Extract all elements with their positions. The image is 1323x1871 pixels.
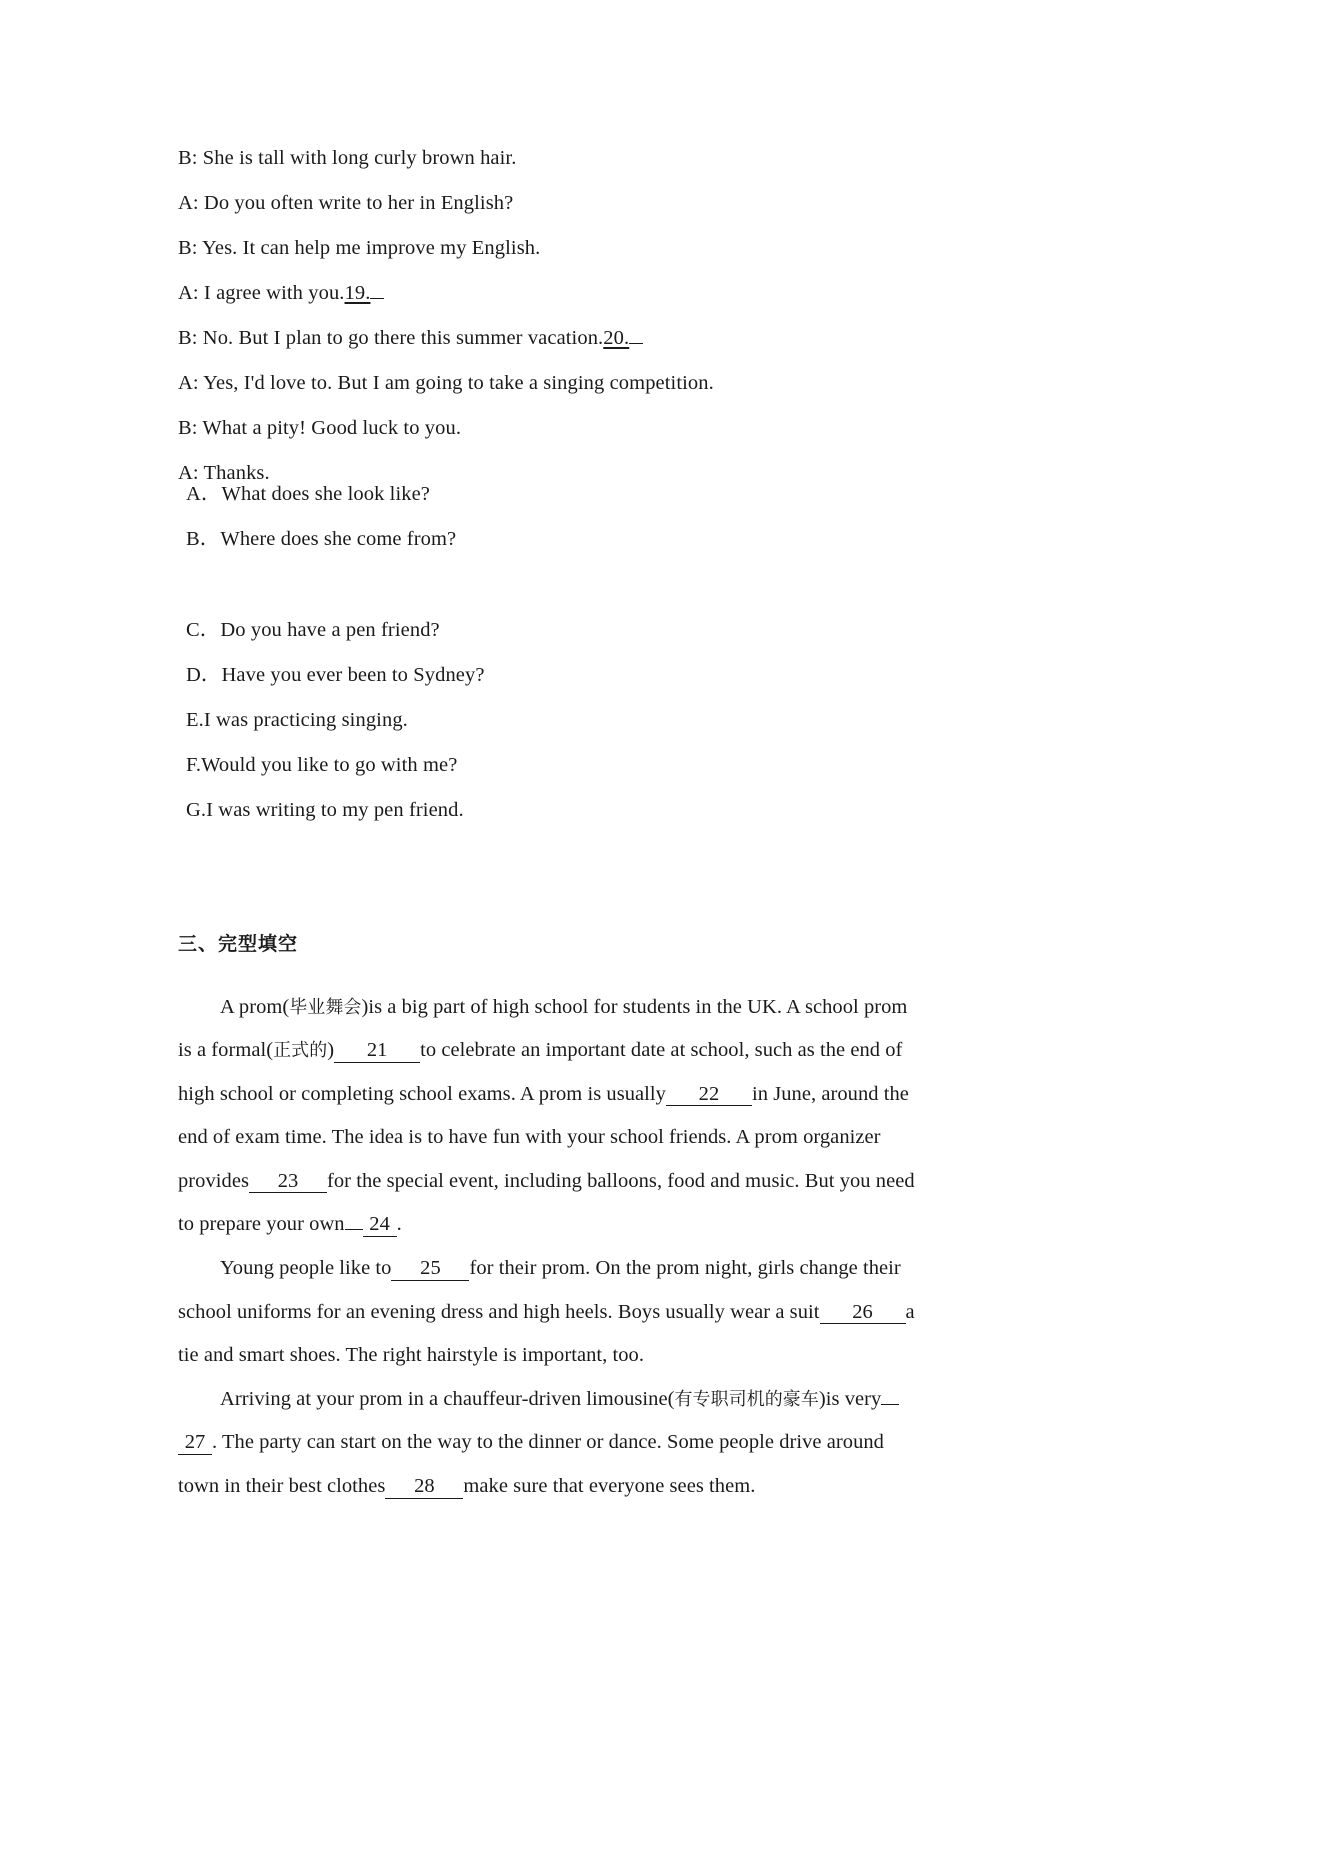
dialogue-line — [178, 238, 918, 259]
blank-19[interactable]: 19. — [344, 282, 371, 304]
option-letter: C． — [186, 618, 221, 641]
blank-20-rule — [629, 343, 643, 344]
passage-gloss-cjk: 毕业舞会 — [289, 996, 362, 1018]
passage-text: . — [396, 1213, 402, 1236]
blank-27-lead-rule — [881, 1404, 899, 1405]
dialogue-line-text: B: She is tall with long curly brown hair. — [178, 147, 517, 169]
cloze-paragraph-3 — [178, 1378, 918, 1509]
option-text: Would you like to go with me? — [201, 753, 458, 776]
cloze-paragraph-1 — [178, 986, 918, 1248]
blank-24-lead-rule — [345, 1229, 363, 1230]
passage-text: Arriving at your prom in a chauffeur-driven limousine( — [220, 1387, 675, 1410]
option-letter: F. — [186, 753, 202, 776]
dialogue-line-text: B: Yes. It can help me improve my English. — [178, 237, 541, 259]
passage-text: make sure that everyone sees them. — [463, 1475, 756, 1498]
passage-gloss-cjk: 有专职司机的豪车 — [674, 1388, 819, 1410]
cloze-paragraph-2 — [178, 1247, 918, 1378]
blank-23[interactable]: 23 — [249, 1171, 327, 1194]
passage-text: a tie and smart shoes. The right hairstyle is important, too. — [178, 1300, 915, 1367]
dialogue-line — [178, 373, 918, 394]
passage-text: ) — [327, 1039, 335, 1062]
blank-22[interactable]: 22 — [666, 1084, 752, 1107]
dialogue-line — [178, 463, 918, 484]
section-heading-cloze: 三、完型填空 — [178, 932, 299, 955]
blank-24[interactable]: 24 — [363, 1214, 397, 1237]
passage-text: for their prom. On the prom night, girls change their school uniforms for an evening dress and high heels. Boys usually wear a suit — [178, 1257, 901, 1323]
dialogue-line-text: A: Thanks. — [178, 462, 270, 484]
dialogue-line-text: B: What a pity! Good luck to you. — [178, 417, 462, 439]
dialogue-line-text: A: Do you often write to her in English? — [178, 192, 514, 214]
option-text: What does she look like? — [221, 482, 430, 505]
option-item-c[interactable] — [178, 620, 918, 641]
dialogue-line — [178, 148, 918, 169]
passage-text: for the special event, including balloons, food and music. But you need to prepare your own — [178, 1169, 915, 1236]
page-content — [178, 148, 918, 1509]
option-letter: G. — [186, 798, 207, 821]
passage-text: to celebrate an important date at school, such as the end of high school or completing school exams. A prom is usually — [178, 1039, 903, 1105]
passage-text: )is a big part of high school for students in the UK. A school prom is a formal( — [178, 995, 908, 1062]
dialogue-line-text: B: No. But I plan to go there this summer vacation. — [178, 327, 604, 349]
passage-text: )is very — [818, 1387, 882, 1410]
option-letter: D． — [186, 663, 222, 686]
option-letter: B． — [186, 527, 221, 550]
option-item-b[interactable] — [178, 529, 918, 550]
options-spacer — [178, 574, 918, 620]
dialogue-line-text: A: I agree with you. — [178, 282, 345, 304]
blank-28[interactable]: 28 — [385, 1476, 463, 1499]
dialogue-line — [178, 418, 918, 439]
blank-26[interactable]: 26 — [820, 1302, 906, 1325]
blank-27[interactable]: 27 — [178, 1432, 212, 1455]
passage-gloss-cjk: 正式的 — [273, 1040, 328, 1062]
section-spacer — [178, 845, 918, 929]
dialogue-block — [178, 148, 918, 484]
dialogue-line-text: A: Yes, I'd love to. But I am going to take a singing competition. — [178, 372, 714, 394]
option-text: Do you have a pen friend? — [220, 618, 440, 641]
blank-25[interactable]: 25 — [391, 1258, 469, 1281]
option-text: Have you ever been to Sydney? — [221, 663, 485, 686]
blank-21[interactable]: 21 — [334, 1040, 420, 1063]
blank-19-rule — [370, 298, 384, 299]
option-text: Where does she come from? — [220, 527, 457, 550]
dialogue-line — [178, 193, 918, 214]
option-item-d[interactable] — [178, 665, 918, 686]
option-item-f[interactable] — [178, 755, 918, 776]
option-item-g[interactable] — [178, 800, 918, 821]
passage-text: . The party can start on the way to the dinner or dance. Some people drive around town in their best clothes — [178, 1431, 884, 1498]
blank-20[interactable]: 20. — [603, 327, 630, 349]
passage-text: Young people like to — [220, 1257, 392, 1280]
dialogue-line-with-blank-20 — [178, 328, 918, 349]
heading-spacer — [178, 956, 918, 986]
option-text: I was writing to my pen friend. — [206, 798, 464, 821]
option-item-a[interactable] — [178, 484, 918, 505]
dialogue-line-with-blank-19 — [178, 283, 918, 304]
option-item-e[interactable] — [178, 710, 918, 731]
option-text: I was practicing singing. — [203, 708, 408, 731]
option-letter: E. — [186, 708, 204, 731]
passage-text: in June, around the end of exam time. The idea is to have fun with your school friends. A prom organizer provides — [178, 1082, 909, 1192]
options-block — [178, 484, 918, 821]
option-letter: A． — [186, 482, 222, 505]
passage-text: A prom( — [220, 995, 290, 1018]
